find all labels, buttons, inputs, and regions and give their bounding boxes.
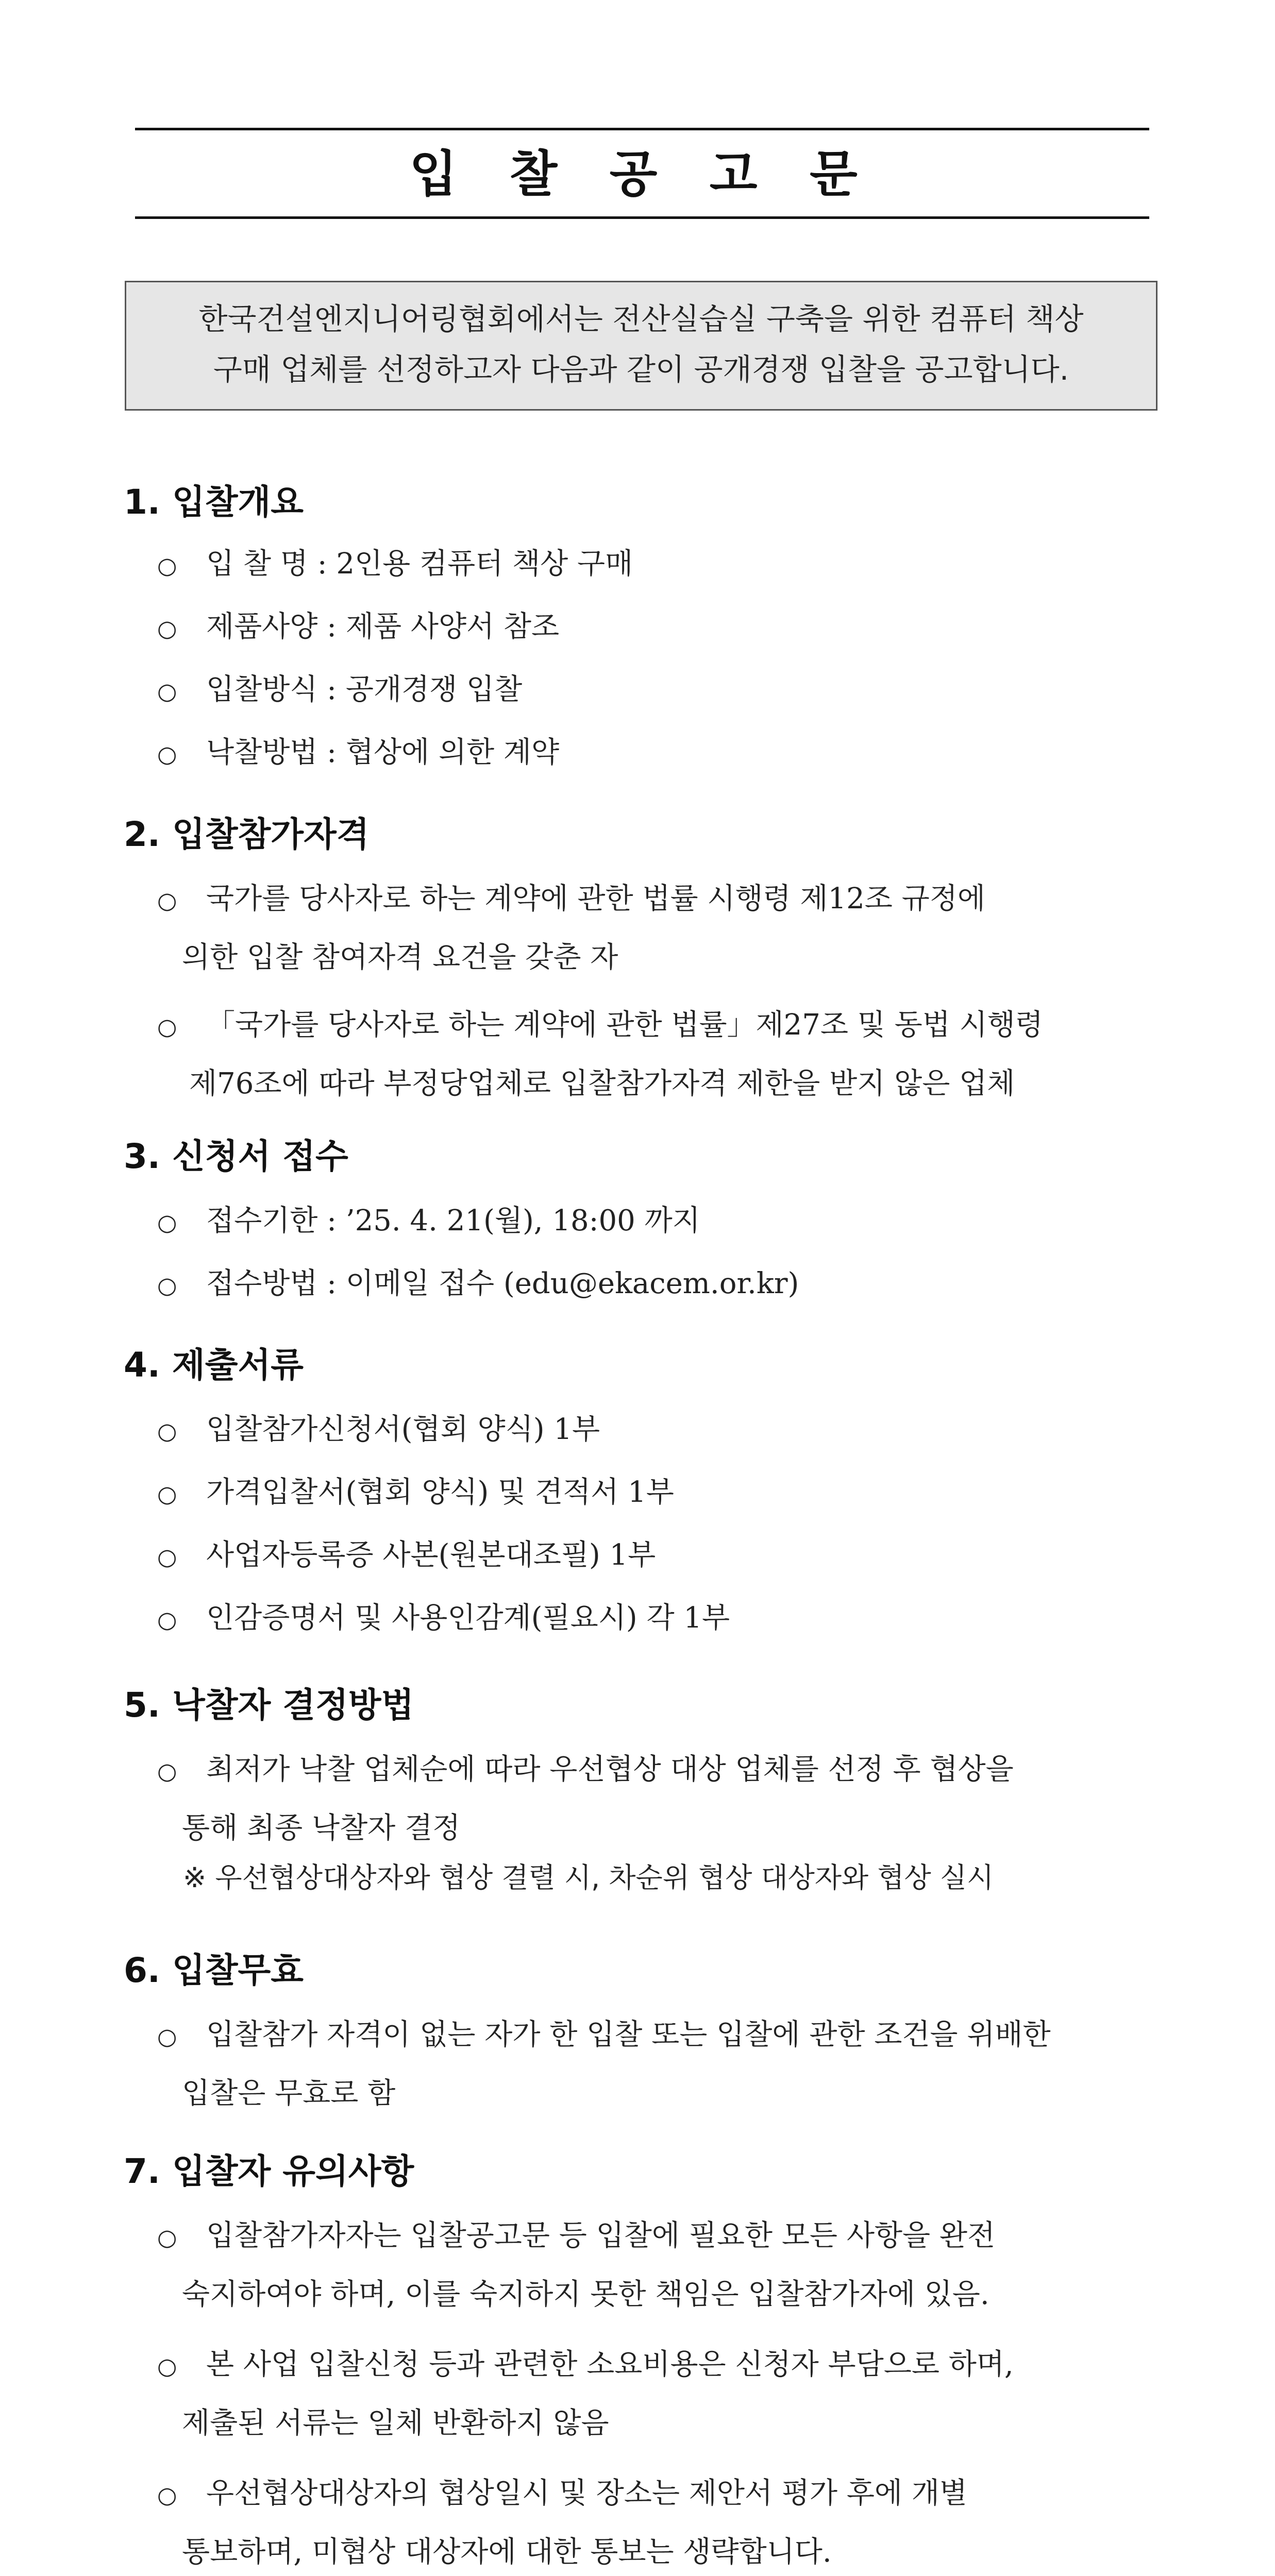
award-note: ※ 우선협상대상자와 협상 결렬 시, 차순위 협상 대상자와 협상 실시 bbox=[183, 1861, 994, 1894]
title-top-rule bbox=[135, 128, 1149, 130]
list-item: ○ 입 찰 명 : 2인용 컴퓨터 책상 구매 bbox=[157, 536, 1172, 595]
circle-bullet-icon: ○ bbox=[157, 2024, 177, 2050]
circle-bullet-icon: ○ bbox=[157, 1544, 177, 1570]
document-title: 입 찰 공 고 문 bbox=[409, 145, 875, 203]
intro-line: 한국건설엔지니어링협회에서는 전산실습실 구축을 위한 컴퓨터 책상 bbox=[198, 301, 1084, 336]
list-item: ○ 입찰참가 자격이 없는 자가 한 입찰 또는 입찰에 관한 조건을 위배한 입찰은 무효로 함 bbox=[157, 2007, 1172, 2122]
section-heading-overview: 1. 입찰개요 bbox=[124, 482, 304, 522]
section-heading-submission: 3. 신청서 접수 bbox=[124, 1137, 348, 1176]
circle-bullet-icon: ○ bbox=[157, 1273, 177, 1299]
intro-line: 구매 업체를 선정하고자 다음과 같이 공개경쟁 입찰을 공고합니다. bbox=[213, 352, 1069, 387]
section-heading-award: 5. 낙찰자 결정방법 bbox=[124, 1685, 414, 1725]
list-item: ○ 국가를 당사자로 하는 계약에 관한 법률 시행령 제12조 규정에 의한 입찰 참여자격 요건을 갖춘 자 bbox=[157, 871, 1172, 986]
circle-bullet-icon: ○ bbox=[157, 616, 177, 642]
circle-bullet-icon: ○ bbox=[157, 2353, 177, 2380]
circle-bullet-icon: ○ bbox=[157, 1210, 177, 1236]
list-item: ○ 낙찰방법 : 협상에 의한 계약 bbox=[157, 724, 1172, 783]
list-item: ○ 사업자등록증 사본(원본대조필) 1부 bbox=[157, 1527, 1172, 1586]
list-item: ○ 최저가 낙찰 업체순에 따라 우선협상 대상 업체를 선정 후 협상을 통해 최종 낙찰자 결정 bbox=[157, 1741, 1172, 1857]
circle-bullet-icon: ○ bbox=[157, 679, 177, 705]
list-item: ○ 「국가를 당사자로 하는 계약에 관한 법률」제27조 및 동법 시행령 제76조에 따라 부정당업체로 입찰참가자격 제한을 받지 않은 업체 bbox=[157, 997, 1172, 1112]
section-heading-invalid: 6. 입찰무효 bbox=[124, 1951, 304, 1990]
section-heading-documents: 4. 제출서류 bbox=[124, 1345, 304, 1385]
list-item: ○ 인감증명서 및 사용인감계(필요시) 각 1부 bbox=[157, 1590, 1172, 1649]
circle-bullet-icon: ○ bbox=[157, 741, 177, 768]
circle-bullet-icon: ○ bbox=[157, 1014, 177, 1040]
section-heading-precautions: 7. 입찰자 유의사항 bbox=[124, 2151, 414, 2191]
list-item: ○ 가격입찰서(협회 양식) 및 견적서 1부 bbox=[157, 1464, 1172, 1523]
section-heading-eligibility: 2. 입찰참가자격 bbox=[124, 815, 370, 854]
list-item: ○ 접수방법 : 이메일 접수 (edu@ekacem.or.kr) bbox=[157, 1256, 1172, 1314]
list-item: ○ 접수기한 : ’25. 4. 21(월), 18:00 까지 bbox=[157, 1193, 1172, 1251]
list-item: ○ 입찰방식 : 공개경쟁 입찰 bbox=[157, 662, 1172, 720]
list-item: ○ 본 사업 입찰신청 등과 관련한 소요비용은 신청자 부담으로 하며, 제출된 서류는 일체 반환하지 않음 bbox=[157, 2336, 1172, 2452]
circle-bullet-icon: ○ bbox=[157, 2225, 177, 2251]
circle-bullet-icon: ○ bbox=[157, 2482, 177, 2509]
list-item: ○ 입찰참가신청서(협회 양식) 1부 bbox=[157, 1401, 1172, 1460]
title-bottom-rule bbox=[135, 216, 1149, 219]
circle-bullet-icon: ○ bbox=[157, 1481, 177, 1507]
circle-bullet-icon: ○ bbox=[157, 1607, 177, 1633]
list-item: ○ 입찰참가자자는 입찰공고문 등 입찰에 필요한 모든 사항을 완전 숙지하여야 하며, 이를 숙지하지 못한 책임은 입찰참가자에 있음. bbox=[157, 2208, 1172, 2323]
list-item: ○ 제품사양 : 제품 사양서 참조 bbox=[157, 599, 1172, 657]
circle-bullet-icon: ○ bbox=[157, 553, 177, 579]
circle-bullet-icon: ○ bbox=[157, 888, 177, 914]
list-item: ○ 우선협상대상자의 협상일시 및 장소는 제안서 평가 후에 개별 통보하며, 미협상 대상자에 대한 통보는 생략합니다. bbox=[157, 2465, 1172, 2576]
intro-box bbox=[125, 281, 1157, 411]
circle-bullet-icon: ○ bbox=[157, 1418, 177, 1445]
circle-bullet-icon: ○ bbox=[157, 1758, 177, 1785]
